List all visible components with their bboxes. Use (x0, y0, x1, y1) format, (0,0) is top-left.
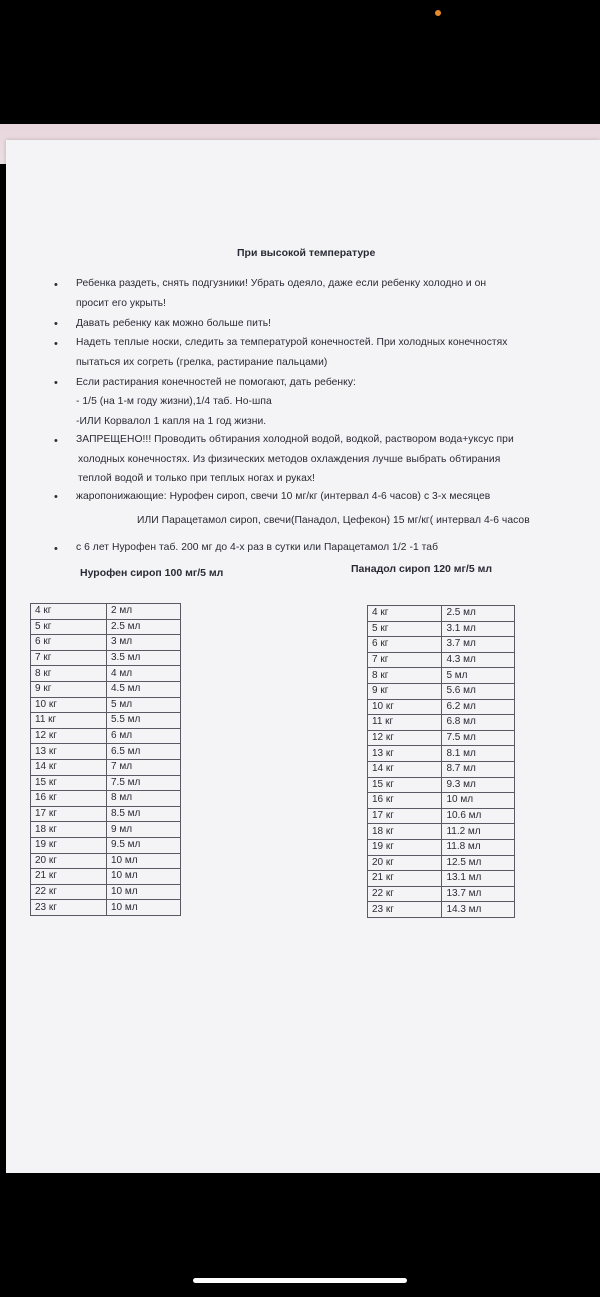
weight-cell: 13 кг (31, 744, 107, 760)
weight-cell: 8 кг (31, 666, 107, 682)
table-row (368, 730, 515, 746)
dose-cell: 14.3 мл (442, 902, 515, 918)
table-row (368, 637, 515, 653)
table-row (368, 699, 515, 715)
dose-cell: 8.1 мл (442, 746, 515, 762)
table-row (31, 635, 181, 651)
weight-cell: 16 кг (31, 791, 107, 807)
table-row (368, 606, 515, 622)
table-row (368, 652, 515, 668)
dose-cell: 13.1 мл (442, 871, 515, 887)
table-row (368, 839, 515, 855)
table-row (368, 621, 515, 637)
table-row (31, 697, 181, 713)
dose-cell: 11.2 мл (442, 824, 515, 840)
table-row (31, 853, 181, 869)
weight-cell: 11 кг (31, 713, 107, 729)
dose-cell: 11.8 мл (442, 839, 515, 855)
weight-cell: 22 кг (31, 884, 107, 900)
table-row (31, 744, 181, 760)
table-row (368, 902, 515, 918)
bullet: • (54, 338, 58, 350)
table-row (368, 683, 515, 699)
dose-cell: 8.7 мл (442, 761, 515, 777)
weight-cell: 18 кг (31, 822, 107, 838)
dose-cell: 5.6 мл (442, 683, 515, 699)
table-row (31, 822, 181, 838)
dose-cell: 9.5 мл (107, 837, 181, 853)
text-line: Давать ребенку как можно больше пить! (76, 318, 272, 329)
dose-cell: 10.6 мл (442, 808, 515, 824)
dose-cell: 4 мл (107, 666, 181, 682)
dose-cell: 9.3 мл (442, 777, 515, 793)
text-line: с 6 лет Нурофен таб. 200 мг до 4-х раз в сутки или Парацетамол 1/2 -1 таб (76, 542, 439, 553)
weight-cell: 23 кг (31, 900, 107, 916)
dose-cell: 8 мл (107, 791, 181, 807)
text-line: пытаться их согреть (грелка, растирание пальцами) (76, 357, 328, 368)
bullet: • (54, 491, 58, 503)
weight-cell: 12 кг (368, 730, 442, 746)
weight-cell: 5 кг (31, 619, 107, 635)
text-line: - 1/5 (на 1-м году жизни),1/4 таб. Но-шпа (76, 396, 272, 407)
table-row (31, 619, 181, 635)
text-line: Надеть теплые носки, следить за температурой конечностей. При холодных конечностях (76, 337, 508, 348)
dose-cell: 6.5 мл (107, 744, 181, 760)
table-row (31, 713, 181, 729)
table-row (31, 884, 181, 900)
table-row (368, 871, 515, 887)
dose-cell: 3 мл (107, 635, 181, 651)
bullet: • (54, 279, 58, 291)
dose-cell: 6.2 мл (442, 699, 515, 715)
text-line: просит его укрыть! (76, 298, 166, 309)
weight-cell: 7 кг (368, 652, 442, 668)
weight-cell: 23 кг (368, 902, 442, 918)
dose-cell: 3.7 мл (442, 637, 515, 653)
weight-cell: 11 кг (368, 715, 442, 731)
table-row (31, 650, 181, 666)
bullet: • (54, 377, 58, 389)
weight-cell: 9 кг (368, 683, 442, 699)
dose-cell: 10 мл (107, 900, 181, 916)
weight-cell: 21 кг (31, 869, 107, 885)
weight-cell: 14 кг (31, 759, 107, 775)
dose-cell: 5 мл (107, 697, 181, 713)
weight-cell: 17 кг (31, 806, 107, 822)
text-line: жаропонижающие: Нурофен сироп, свечи 10 мг/кг (интервал 4-6 часов) с 3-х месяцев (76, 491, 491, 502)
table-row (368, 808, 515, 824)
nurofen-table-title: Нурофен сироп 100 мг/5 мл (80, 567, 224, 579)
bullet: • (54, 318, 58, 330)
dose-cell: 12.5 мл (442, 855, 515, 871)
table-row (368, 886, 515, 902)
weight-cell: 4 кг (31, 604, 107, 620)
table-row (31, 604, 181, 620)
text-line: теплой водой и только при теплых ногах и руках! (78, 473, 315, 484)
weight-cell: 13 кг (368, 746, 442, 762)
weight-cell: 20 кг (31, 853, 107, 869)
dose-cell: 2 мл (107, 604, 181, 620)
weight-cell: 15 кг (368, 777, 442, 793)
text-line: -ИЛИ Корвалол 1 капля на 1 год жизни. (76, 416, 267, 427)
weight-cell: 14 кг (368, 761, 442, 777)
table-row (368, 715, 515, 731)
weight-cell: 5 кг (368, 621, 442, 637)
weight-cell: 19 кг (31, 837, 107, 853)
dose-cell: 9 мл (107, 822, 181, 838)
table-row (31, 791, 181, 807)
text-line: холодных конечностях. Из физических методов охлаждения лучше выбрать обтирания (78, 454, 501, 465)
weight-cell: 8 кг (368, 668, 442, 684)
weight-cell: 22 кг (368, 886, 442, 902)
dose-cell: 5 мл (442, 668, 515, 684)
weight-cell: 9 кг (31, 681, 107, 697)
dose-cell: 7 мл (107, 759, 181, 775)
dose-cell: 10 мл (107, 869, 181, 885)
text-line: ИЛИ Парацетамол сироп, свечи(Панадол, Цефекон) 15 мг/кг( интервал 4-6 часов (137, 515, 530, 526)
weight-cell: 18 кг (368, 824, 442, 840)
nurofen-dosage-table (30, 603, 181, 916)
table-row (368, 855, 515, 871)
document-title: При высокой температуре (237, 247, 376, 259)
table-row (31, 775, 181, 791)
dose-cell: 3.1 мл (442, 621, 515, 637)
dose-cell: 2.5 мл (107, 619, 181, 635)
bullet: • (54, 435, 58, 447)
dose-cell: 7.5 мл (442, 730, 515, 746)
dose-cell: 6.8 мл (442, 715, 515, 731)
weight-cell: 12 кг (31, 728, 107, 744)
table-row (31, 806, 181, 822)
weight-cell: 6 кг (368, 637, 442, 653)
weight-cell: 7 кг (31, 650, 107, 666)
dose-cell: 6 мл (107, 728, 181, 744)
dose-cell: 5.5 мл (107, 713, 181, 729)
table-row (31, 728, 181, 744)
text-line: ЗАПРЕЩЕНО!!! Проводить обтирания холодной водой, водкой, раствором вода+уксус при (76, 434, 514, 445)
weight-cell: 17 кг (368, 808, 442, 824)
panadol-table-title: Панадол сироп 120 мг/5 мл (351, 563, 493, 575)
dose-cell: 4.5 мл (107, 681, 181, 697)
weight-cell: 4 кг (368, 606, 442, 622)
table-row (31, 759, 181, 775)
table-row (368, 777, 515, 793)
dose-cell: 4.3 мл (442, 652, 515, 668)
dose-cell: 13.7 мл (442, 886, 515, 902)
dose-cell: 7.5 мл (107, 775, 181, 791)
weight-cell: 10 кг (31, 697, 107, 713)
table-row (31, 900, 181, 916)
weight-cell: 15 кг (31, 775, 107, 791)
table-row (31, 837, 181, 853)
table-row (368, 668, 515, 684)
table-row (31, 666, 181, 682)
panadol-dosage-table (367, 605, 515, 918)
table-row (368, 761, 515, 777)
dose-cell: 3.5 мл (107, 650, 181, 666)
text-line: Ребенка раздеть, снять подгузники! Убрать одеяло, даже если ребенку холодно и он (76, 278, 487, 289)
dose-cell: 10 мл (107, 853, 181, 869)
table-row (31, 869, 181, 885)
weight-cell: 21 кг (368, 871, 442, 887)
table-row (31, 681, 181, 697)
table-row (368, 746, 515, 762)
text-line: Если растирания конечностей не помогают, дать ребенку: (76, 377, 356, 388)
dose-cell: 10 мл (442, 793, 515, 809)
bullet: • (54, 543, 58, 555)
weight-cell: 10 кг (368, 699, 442, 715)
table-row (368, 793, 515, 809)
weight-cell: 6 кг (31, 635, 107, 651)
table-row (368, 824, 515, 840)
weight-cell: 19 кг (368, 839, 442, 855)
weight-cell: 20 кг (368, 855, 442, 871)
dose-cell: 10 мл (107, 884, 181, 900)
weight-cell: 16 кг (368, 793, 442, 809)
dose-cell: 2.5 мл (442, 606, 515, 622)
home-indicator (193, 1278, 407, 1283)
dose-cell: 8.5 мл (107, 806, 181, 822)
